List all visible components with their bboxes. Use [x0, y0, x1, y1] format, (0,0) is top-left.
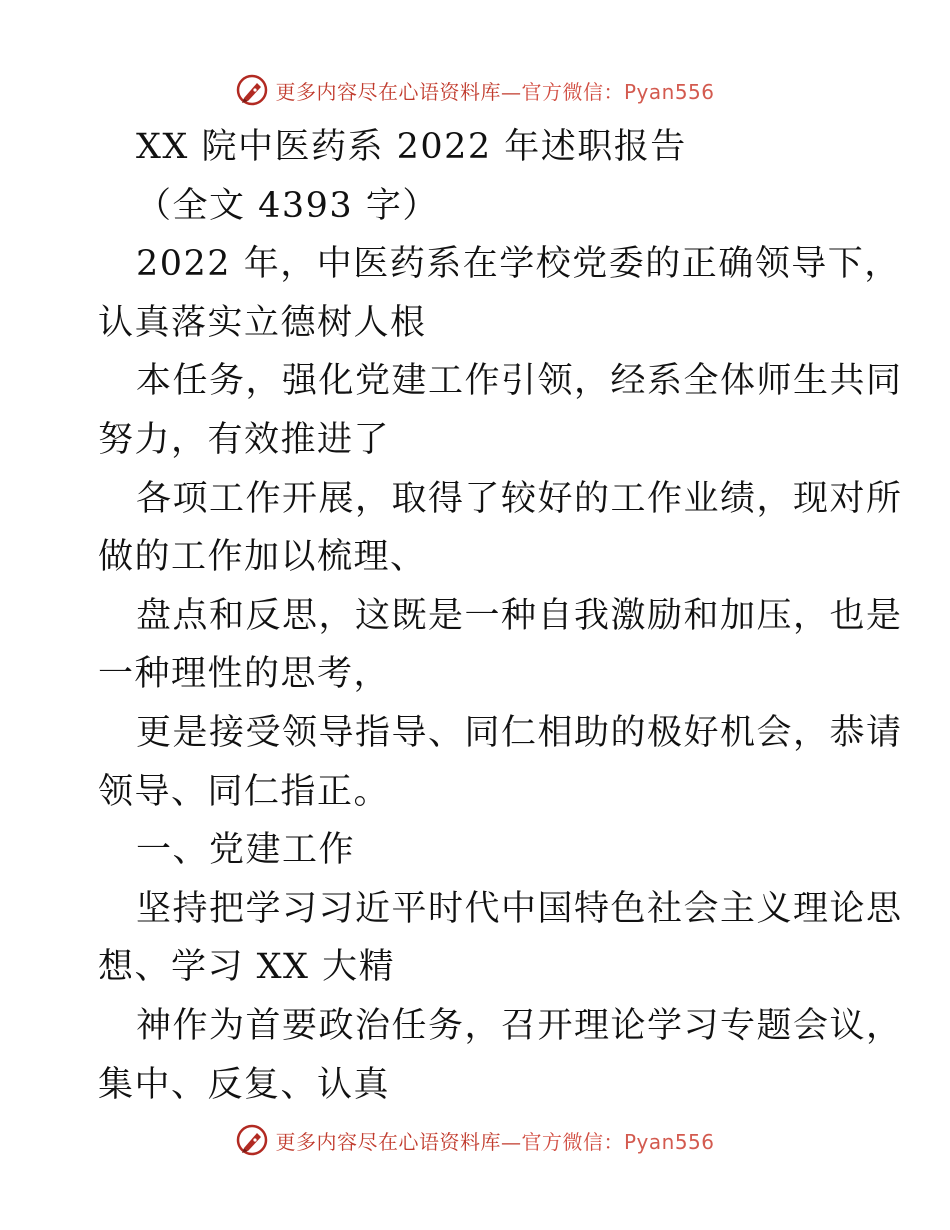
fountain-pen-logo-icon [235, 1123, 269, 1157]
text-line: 一种理性的思考， [98, 654, 391, 695]
text-line: 神作为首要政治任务，召开理论学习专题会议， [136, 1005, 903, 1046]
document-title: XX 院中医药系 2022 年述职报告 [136, 127, 687, 167]
watermark-label: 官方微信： [521, 79, 624, 104]
text-line: 集中、反复、认真 [98, 1064, 391, 1105]
footer-watermark [0, 1120, 950, 1160]
fountain-pen-logo-icon [235, 73, 269, 107]
text-line: 盘点和反思，这既是一种自我激励和加压，也是 [136, 595, 903, 636]
text-line: 想、学习 XX 大精 [98, 947, 396, 988]
header-watermark [0, 70, 950, 110]
text-line: 各项工作开展，取得了较好的工作业绩，现对所 [136, 478, 903, 519]
text-line: 本任务，强化党建工作引领，经系全体师生共同 [136, 361, 903, 402]
watermark-label: 官方微信： [521, 1129, 624, 1154]
text-line: 努力，有效推进了 [98, 419, 391, 460]
watermark-text [275, 76, 714, 105]
watermark-separator: — [500, 1129, 522, 1154]
text-line: 2022 年，中医药系在学校党委的正确领导下， [136, 244, 901, 285]
document-body [98, 118, 903, 1114]
watermark-brand: 更多内容尽在心语资料库 [275, 1129, 501, 1154]
watermark-brand: 更多内容尽在心语资料库 [275, 79, 501, 104]
watermark-wechat-id: Pyan556 [623, 79, 715, 104]
text-line: 认真落实立德树人根 [98, 302, 427, 343]
text-line: 更是接受领导指导、同仁相助的极好机会，恭请 [136, 712, 903, 753]
text-line: 一、党建工作 [136, 830, 356, 871]
watermark-separator: — [500, 79, 522, 104]
text-line: 坚持把学习习近平时代中国特色社会主义理论思 [136, 888, 903, 929]
text-line: 做的工作加以梳理、 [98, 537, 427, 578]
text-line: 领导、同仁指正。 [98, 771, 391, 812]
watermark-text [275, 1126, 714, 1155]
watermark-wechat-id: Pyan556 [623, 1129, 715, 1154]
text-line: （全文 4393 字） [136, 185, 439, 226]
